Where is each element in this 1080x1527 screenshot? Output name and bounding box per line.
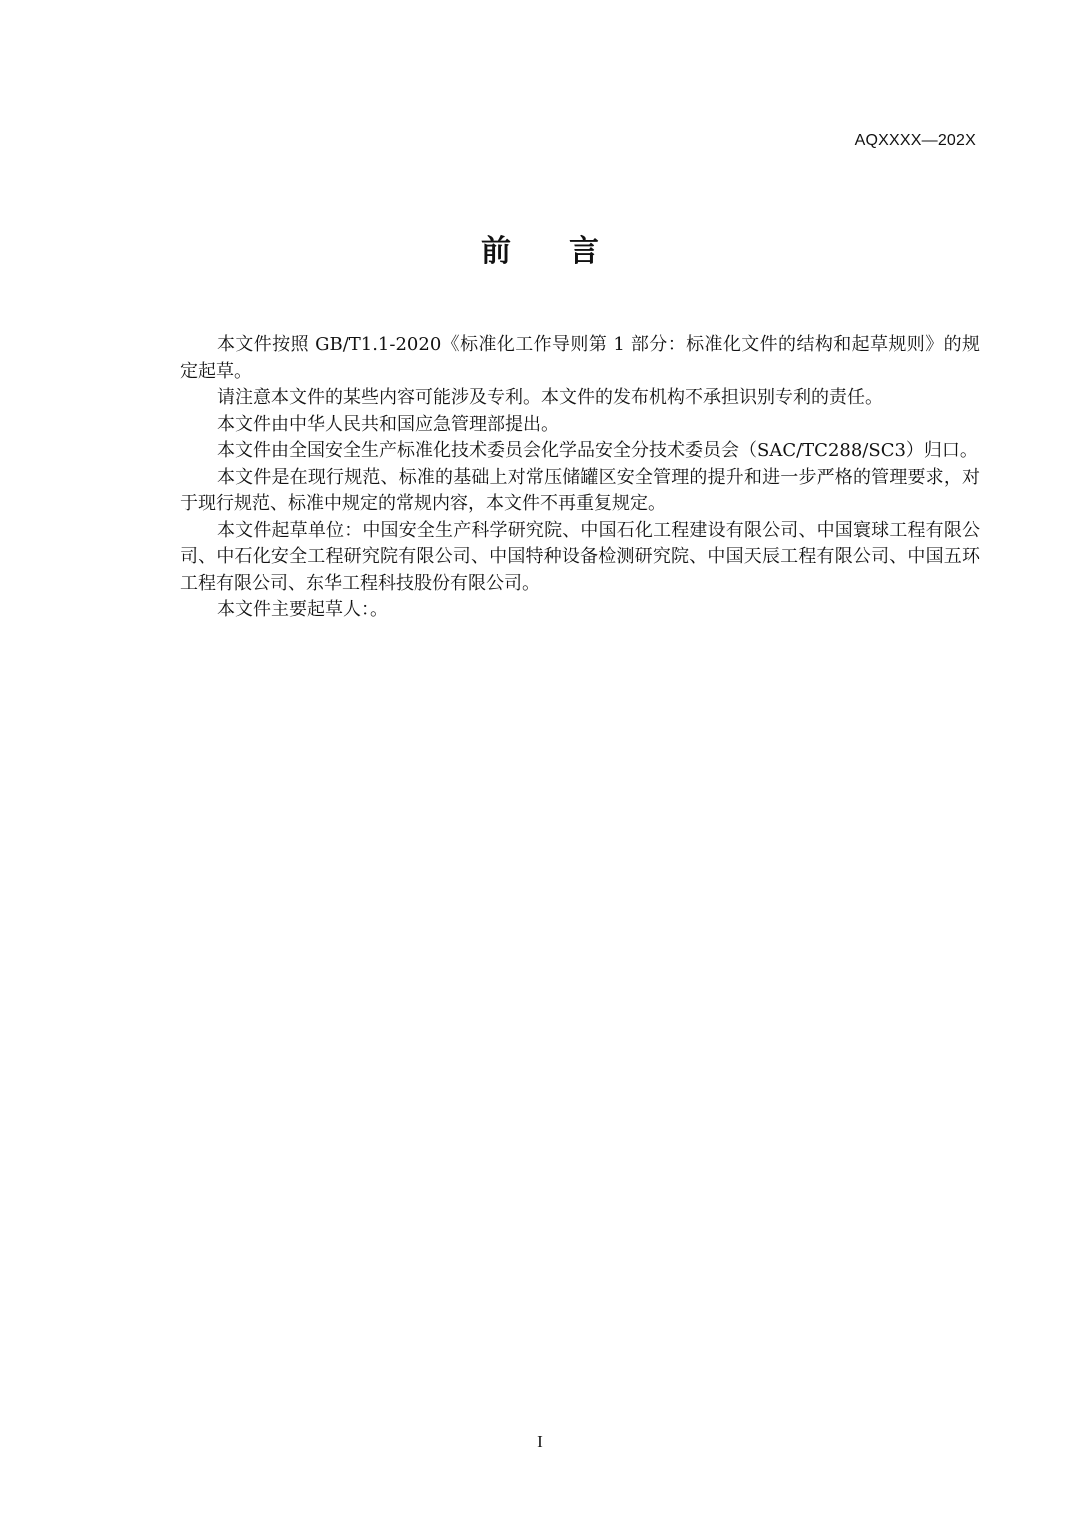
foreword-body [180, 332, 980, 624]
paragraph-drafters: 本文件主要起草人：。 [217, 599, 388, 620]
paragraph-drafting-rules: 本文件按照 GB/T1.1-2020《标准化工作导则第 1 部分：标准化文件的结构和起草规则》的规定起草。 [180, 334, 980, 382]
document-code: AQXXXX—202X [854, 132, 976, 149]
paragraph-patent-notice: 请注意本文件的某些内容可能涉及专利。本文件的发布机构不承担识别专利的责任。 [217, 387, 883, 408]
page-title: 前言 [481, 234, 657, 269]
paragraph-proposer: 本文件由中华人民共和国应急管理部提出。 [217, 413, 559, 435]
page-number: I [537, 1432, 543, 1451]
paragraph-drafting-units: 本文件起草单位：中国安全生产科学研究院、中国石化工程建设有限公司、中国寰球工程有限公司、中石化安全工程研究院有限公司、中国特种设备检测研究院、中国天辰工程有限公司、中国五环工程有限公司、东华工程科技股份有限公司。 [180, 519, 980, 594]
paragraph-scope-note: 本文件是在现行规范、标准的基础上对常压储罐区安全管理的提升和进一步严格的管理要求，对于现行规范、标准中规定的常规内容，本文件不再重复规定。 [180, 466, 980, 514]
paragraph-committee: 本文件由全国安全生产标准化技术委员会化学品安全分技术委员会（SAC/TC288/SC3）归口。 [217, 440, 978, 461]
